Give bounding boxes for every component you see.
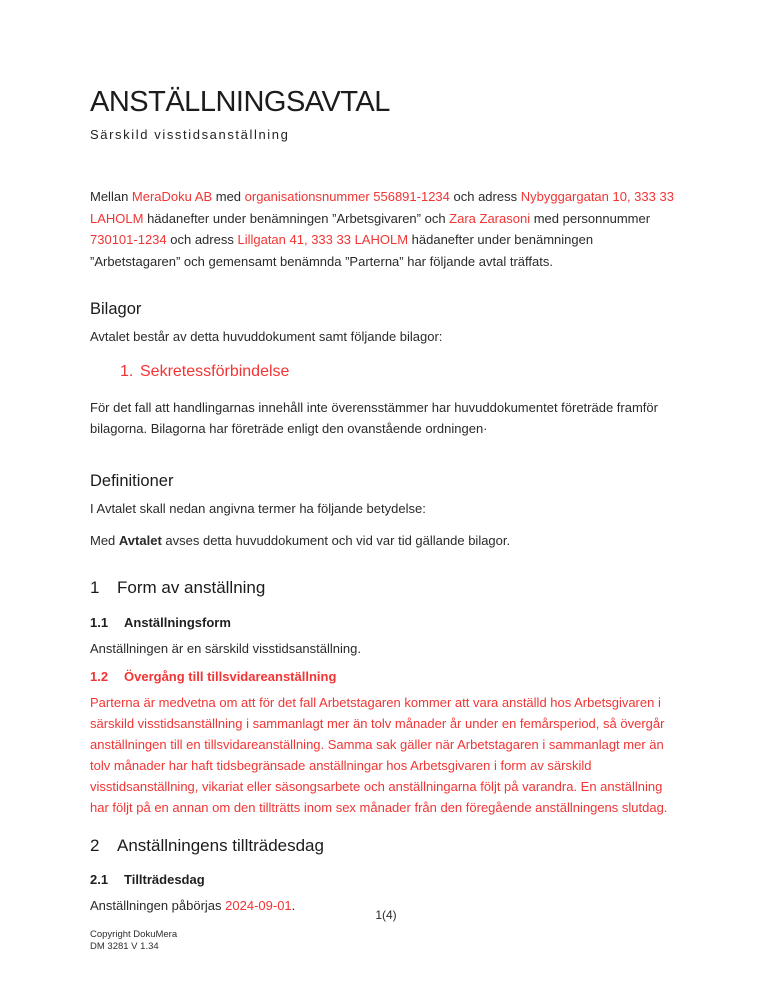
page-number: 1(4) bbox=[375, 908, 397, 922]
heading-1-2-overgang bbox=[90, 668, 682, 686]
document-id-line: DM 3281 V 1.34 bbox=[90, 941, 159, 952]
attachment-label: Sekretessförbindelse bbox=[140, 362, 290, 380]
copyright-line: Copyright DokuMera bbox=[90, 929, 178, 940]
heading-text: Anställningens tillträdesdag bbox=[117, 836, 324, 855]
attachment-number: 1. bbox=[120, 362, 134, 380]
heading-number: 2 bbox=[90, 836, 100, 855]
highlighted-field-text: 730101-1234 bbox=[90, 232, 167, 247]
heading-1-form-av-anstallning bbox=[90, 576, 682, 600]
heading-number: 1 bbox=[90, 577, 100, 597]
text-segment: . bbox=[291, 898, 296, 913]
text-segment: Anställningen påbörjas bbox=[90, 898, 226, 913]
heading-text: Anställningsform bbox=[124, 614, 231, 630]
heading-2-tilltradesdag bbox=[90, 834, 682, 858]
clause-1-1-body: Anställningen är en särskild visstidsanställning. bbox=[90, 640, 361, 656]
text-segment: med bbox=[212, 189, 245, 204]
text-segment: hädanefter under benämningen ”Arbetsgivaren” och bbox=[143, 210, 450, 226]
highlighted-field-text: Lillgatan 41, 333 33 LAHOLM bbox=[237, 232, 409, 247]
document-title: ANSTÄLLNINGSAVTAL bbox=[90, 86, 390, 118]
bold-term: Avtalet bbox=[118, 533, 162, 548]
heading-text: Tillträdesdag bbox=[124, 872, 205, 887]
attachment-list-item bbox=[90, 363, 682, 381]
text-segment: och adress bbox=[449, 189, 521, 204]
heading-text: Form av anställning bbox=[117, 577, 266, 597]
footer-copyright bbox=[90, 929, 177, 953]
highlighted-field-text: organisationsnummer 556891-1234 bbox=[244, 189, 450, 204]
parties-intro-paragraph bbox=[90, 186, 682, 272]
heading-2-1-tilltradesdag bbox=[90, 871, 682, 889]
text-segment: hädanefter under benämningen ”Arbetstagaren” och gemensamt benämnda ”Parterna” har följande avtal träffats. bbox=[90, 232, 594, 269]
heading-number: 1.2 bbox=[90, 669, 109, 684]
clause-1-2-body: Parterna är medvetna om att för det fall Arbetstagaren kommer att vara anställd hos Arbetsgivaren i särskild visstidsanställning i sammanlagt mer än tolv månader år under en femårsperiod, så övergår anställningen till en tillsvidareanställning. Samma sak gäller när Arbetstagaren i sammanlagt mer än tolv månader har haft tidsbegränsade anställningar hos Arbetsgivaren i form av särskild visstidsanställning, vikariat eller säsongsarbete och anställningarna följt på varandra. En anställning har följt på en annan om den tillträtts inom sex månader från den föregående anställningens slutdag. bbox=[90, 695, 668, 815]
definitions-intro-text: I Avtalet skall nedan angivna termer ha följande betydelse: bbox=[90, 500, 426, 516]
highlighted-field-text: 2024-09-01 bbox=[225, 898, 292, 913]
highlighted-field-text: Zara Zarasoni bbox=[449, 210, 531, 226]
heading-1-1-anstallningsform bbox=[90, 614, 682, 632]
heading-number: 1.1 bbox=[90, 614, 109, 630]
definitions-avtalet-text bbox=[90, 530, 682, 552]
heading-text: Övergång till tillsvidareanställning bbox=[124, 669, 337, 684]
highlighted-field-text: Nybyggargatan 10, 333 33 LAHOLM bbox=[90, 189, 674, 226]
text-segment: Mellan bbox=[90, 189, 132, 204]
text-segment: och adress bbox=[166, 232, 238, 247]
section-heading-bilagor: Bilagor bbox=[90, 300, 142, 318]
heading-number: 2.1 bbox=[90, 872, 109, 887]
text-segment: avses detta huvuddokument och vid var tid gällande bilagor. bbox=[161, 533, 511, 548]
bilagor-precedence-text: För det fall att handlingarnas innehåll inte överensstämmer har huvuddokumentet företräde framför bilagorna. Bilagorna har företräde enligt den ovanstående ordningen· bbox=[90, 399, 658, 436]
bilagor-intro-text: Avtalet består av detta huvuddokument samt följande bilagor: bbox=[90, 329, 443, 344]
highlighted-field-text: MeraDoku AB bbox=[131, 189, 213, 204]
section-heading-definitioner: Definitioner bbox=[90, 471, 174, 490]
text-segment: med personnummer bbox=[530, 210, 651, 226]
document-subtitle: Särskild visstidsanställning bbox=[90, 127, 290, 142]
text-segment: Med bbox=[90, 533, 119, 548]
